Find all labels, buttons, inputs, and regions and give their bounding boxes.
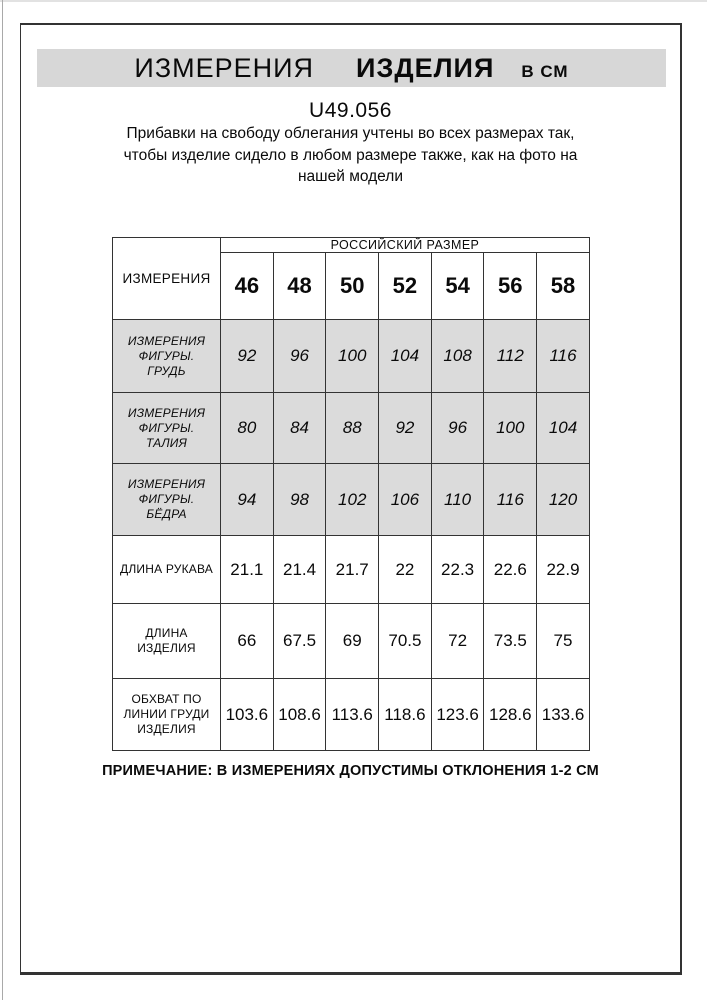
value-cell: 118.6 (379, 679, 432, 751)
size-cell: 54 (431, 253, 484, 320)
value-cell: 88 (326, 393, 379, 464)
table-row-chest-girth (113, 679, 590, 751)
value-cell: 120 (537, 464, 590, 536)
value-cell: 110 (431, 464, 484, 536)
intro-line: Прибавки на свободу облегания учтены во всех размерах так, (126, 125, 575, 142)
value-cell: 22.9 (537, 536, 590, 604)
value-cell: 116 (484, 464, 537, 536)
scan-edge-left (2, 0, 3, 1000)
title-word-garment: ИЗДЕЛИЯ (356, 53, 495, 83)
value-cell: 108 (431, 320, 484, 393)
size-cell: 46 (221, 253, 274, 320)
size-cell: 48 (273, 253, 326, 320)
table-row-figure-waist (113, 393, 590, 464)
value-cell: 75 (537, 604, 590, 679)
value-cell: 108.6 (273, 679, 326, 751)
value-cell: 133.6 (537, 679, 590, 751)
value-cell: 22.6 (484, 536, 537, 604)
value-cell: 66 (221, 604, 274, 679)
table-row-sleeve-length (113, 536, 590, 604)
size-cell: 58 (537, 253, 590, 320)
row-label: ДЛИНА ИЗДЕЛИЯ (113, 604, 221, 679)
document-frame (20, 23, 682, 975)
value-cell: 100 (326, 320, 379, 393)
value-cell: 116 (537, 320, 590, 393)
value-cell: 72 (431, 604, 484, 679)
value-cell: 94 (221, 464, 274, 536)
table-row-size-group (113, 238, 590, 253)
table-row-figure-hips (113, 464, 590, 536)
intro-line: чтобы изделие сидело в любом размере также, как на фото на (123, 146, 578, 164)
size-group-header: РОССИЙСКИЙ РАЗМЕР (221, 238, 590, 253)
value-cell: 102 (326, 464, 379, 536)
value-cell: 84 (273, 393, 326, 464)
value-cell: 123.6 (431, 679, 484, 751)
row-label: ОБХВАТ ПО ЛИНИИ ГРУДИ ИЗДЕЛИЯ (113, 679, 221, 751)
value-cell: 73.5 (484, 604, 537, 679)
row-label: ИЗМЕРЕНИЯ ФИГУРЫ. ТАЛИЯ (113, 393, 221, 464)
value-cell: 92 (379, 393, 432, 464)
intro-line: нашей модели (298, 168, 403, 185)
value-cell: 96 (273, 320, 326, 393)
value-cell: 128.6 (484, 679, 537, 751)
size-table (112, 237, 590, 751)
value-cell: 100 (484, 393, 537, 464)
table-corner-label: ИЗМЕРЕНИЯ (113, 238, 221, 320)
table-row-figure-chest (113, 320, 590, 393)
value-cell: 21.7 (326, 536, 379, 604)
value-cell: 22.3 (431, 536, 484, 604)
value-cell: 113.6 (326, 679, 379, 751)
value-cell: 70.5 (379, 604, 432, 679)
size-cell: 52 (379, 253, 432, 320)
value-cell: 92 (221, 320, 274, 393)
value-cell: 112 (484, 320, 537, 393)
value-cell: 67.5 (273, 604, 326, 679)
size-cell: 50 (326, 253, 379, 320)
table-row-garment-length (113, 604, 590, 679)
value-cell: 98 (273, 464, 326, 536)
value-cell: 21.1 (221, 536, 274, 604)
value-cell: 104 (537, 393, 590, 464)
scan-edge-top (0, 0, 707, 2)
title-bar (37, 49, 666, 87)
value-cell: 106 (379, 464, 432, 536)
row-label: ИЗМЕРЕНИЯ ФИГУРЫ. БЁДРА (113, 464, 221, 536)
value-cell: 21.4 (273, 536, 326, 604)
row-label: ИЗМЕРЕНИЯ ФИГУРЫ. ГРУДЬ (113, 320, 221, 393)
title-word-measurements: ИЗМЕРЕНИЯ (134, 53, 315, 83)
size-cell: 56 (484, 253, 537, 320)
value-cell: 96 (431, 393, 484, 464)
intro-paragraph (21, 123, 680, 188)
value-cell: 80 (221, 393, 274, 464)
product-code: U49.056 (309, 99, 392, 122)
row-label: ДЛИНА РУКАВА (113, 536, 221, 604)
value-cell: 104 (379, 320, 432, 393)
tolerance-note: ПРИМЕЧАНИЕ: В ИЗМЕРЕНИЯХ ДОПУСТИМЫ ОТКЛОНЕНИЯ 1-2 СМ (102, 763, 599, 779)
title-unit-cm: В СМ (521, 62, 569, 81)
value-cell: 69 (326, 604, 379, 679)
value-cell: 103.6 (221, 679, 274, 751)
value-cell: 22 (379, 536, 432, 604)
